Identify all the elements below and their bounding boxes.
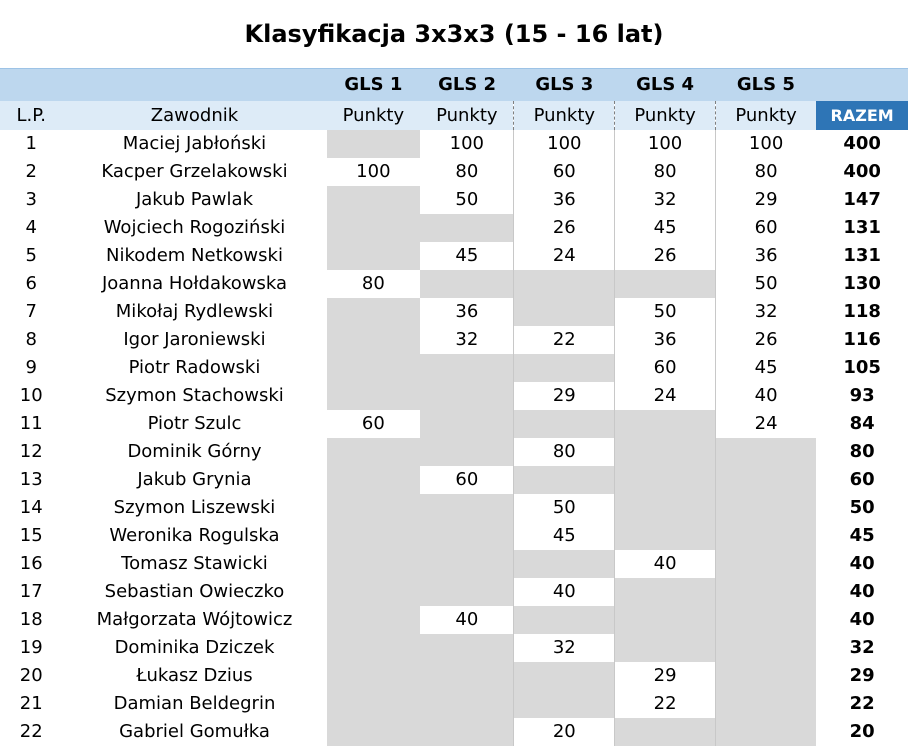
row-score-gls-5: 80 [715,158,816,186]
table-row [0,326,908,354]
row-total: 32 [849,637,875,658]
row-name: Weronika Rogulska [109,525,280,546]
row-lp: 19 [19,637,43,658]
page-title: Klasyfikacja 3x3x3 (15 - 16 lat) [244,20,664,48]
row-score-gls-5 [715,634,816,662]
row-score-gls-5: 29 [715,186,816,214]
row-total: 40 [849,553,875,574]
row-score-gls-5 [715,662,816,690]
row-score-gls-4: 36 [615,326,716,354]
row-total: 40 [849,581,875,602]
header-round-1: GLS 1 [327,69,421,102]
header-blank-lp [0,69,62,102]
row-total: 22 [849,693,875,714]
row-score-gls-3: 50 [514,494,615,522]
row-total: 147 [843,189,881,210]
row-score-gls-1 [327,662,421,690]
row-score-gls-1 [327,522,421,550]
table-row [0,466,908,494]
table-row [0,270,908,298]
row-name: Maciej Jabłoński [122,133,267,154]
row-score-gls-2 [420,550,514,578]
row-name: Szymon Stachowski [105,385,284,406]
table-row [0,578,908,606]
row-total: 118 [843,301,881,322]
header-total: RAZEM [816,101,908,130]
row-score-gls-1 [327,298,421,326]
row-score-gls-4: 32 [615,186,716,214]
row-total: 29 [849,665,875,686]
row-score-gls-4: 40 [615,550,716,578]
table-row [0,522,908,550]
row-score-gls-5 [715,690,816,718]
row-score-gls-4 [615,438,716,466]
row-score-gls-1 [327,326,421,354]
row-score-gls-1 [327,606,421,634]
row-score-gls-2 [420,354,514,382]
table-row [0,158,908,186]
row-score-gls-3: 80 [514,438,615,466]
table-row [0,298,908,326]
header-round-2: GLS 2 [420,69,514,102]
row-score-gls-3: 22 [514,326,615,354]
row-name: Igor Jaroniewski [123,329,266,350]
table-row [0,606,908,634]
row-score-gls-5: 26 [715,326,816,354]
row-score-gls-2 [420,270,514,298]
table-row [0,410,908,438]
table-row [0,242,908,270]
row-score-gls-4: 45 [615,214,716,242]
row-name: Mikołaj Rydlewski [115,301,274,322]
row-score-gls-2 [420,718,514,746]
row-score-gls-2 [420,690,514,718]
row-score-gls-3 [514,690,615,718]
row-lp: 20 [19,665,43,686]
table-row [0,130,908,158]
row-score-gls-2: 80 [455,161,479,182]
row-score-gls-3: 26 [514,214,615,242]
row-score-gls-1 [327,130,421,158]
row-total: 116 [843,329,881,350]
row-total: 40 [849,609,875,630]
row-name: Jakub Grynia [137,469,252,490]
row-name: Kacper Grzelakowski [101,161,288,182]
row-name: Damian Beldegrin [113,693,276,714]
row-score-gls-4: 80 [615,158,716,186]
row-score-gls-1: 80 [361,273,385,294]
row-total: 60 [849,469,875,490]
row-name: Tomasz Stawicki [121,553,268,574]
row-score-gls-5: 50 [715,270,816,298]
row-lp: 12 [19,441,43,462]
row-score-gls-1 [327,718,421,746]
row-score-gls-3 [514,606,615,634]
header-points-5: Punkty [715,101,816,130]
row-score-gls-2 [420,494,514,522]
row-score-gls-5: 32 [715,298,816,326]
row-score-gls-2: 36 [455,301,479,322]
row-lp: 9 [25,357,37,378]
row-total: 50 [849,497,875,518]
row-name: Piotr Radowski [128,357,261,378]
row-score-gls-5 [715,718,816,746]
row-score-gls-2 [420,522,514,550]
row-score-gls-2 [420,634,514,662]
row-total: 105 [843,357,881,378]
row-score-gls-2 [420,214,514,242]
row-total: 131 [843,245,881,266]
header-name: Zawodnik [62,101,326,130]
row-score-gls-1 [327,382,421,410]
table-row [0,494,908,522]
row-score-gls-4 [615,634,716,662]
header-blank-total [816,69,908,102]
row-total: 130 [843,273,881,294]
table-row [0,354,908,382]
row-score-gls-5: 40 [715,382,816,410]
row-score-gls-2 [420,578,514,606]
row-name: Gabriel Gomułka [119,721,270,742]
header-points-1: Punkty [327,101,421,130]
row-score-gls-3: 60 [514,158,615,186]
row-score-gls-4: 100 [615,130,716,158]
row-score-gls-1 [327,186,421,214]
table-row [0,550,908,578]
row-score-gls-5 [715,466,816,494]
row-score-gls-1 [327,214,421,242]
row-name: Dominika Dziczek [114,637,275,658]
row-score-gls-3: 20 [514,718,615,746]
row-name: Wojciech Rogoziński [103,217,286,238]
row-total: 20 [849,721,875,742]
row-score-gls-1 [327,690,421,718]
row-score-gls-2: 45 [455,245,479,266]
row-score-gls-3 [514,270,615,298]
row-score-gls-1 [327,550,421,578]
row-total: 80 [849,441,875,462]
row-score-gls-2: 60 [455,469,479,490]
row-score-gls-1 [327,438,421,466]
row-name: Nikodem Netkowski [106,245,283,266]
row-score-gls-4 [615,606,716,634]
row-score-gls-5 [715,606,816,634]
header-round-5: GLS 5 [715,69,816,102]
row-score-gls-5: 24 [715,410,816,438]
row-score-gls-1 [327,354,421,382]
row-score-gls-5: 45 [715,354,816,382]
table-row [0,690,908,718]
row-score-gls-3 [514,466,615,494]
table-row [0,186,908,214]
row-score-gls-2: 50 [455,189,479,210]
header-lp: L.P. [0,101,62,130]
row-score-gls-4: 50 [615,298,716,326]
row-score-gls-5 [715,494,816,522]
row-score-gls-5 [715,550,816,578]
row-score-gls-4: 60 [615,354,716,382]
header-points-4: Punkty [615,101,716,130]
row-lp: 10 [19,385,43,406]
row-score-gls-3: 40 [514,578,615,606]
row-name: Sebastian Owieczko [104,581,285,602]
row-lp: 21 [19,693,43,714]
row-lp: 5 [25,245,37,266]
table-row [0,662,908,690]
row-score-gls-4 [615,718,716,746]
header-row-rounds [0,69,908,102]
table-body [0,130,908,746]
header-blank-name [62,69,326,102]
header-row-columns [0,101,908,130]
table-row [0,382,908,410]
row-lp: 17 [19,581,43,602]
row-total: 400 [843,161,881,182]
header-round-3: GLS 3 [514,69,615,102]
row-score-gls-1 [327,466,421,494]
row-score-gls-3 [514,298,615,326]
table-row [0,438,908,466]
row-lp: 16 [19,553,43,574]
row-score-gls-3 [514,662,615,690]
row-total: 131 [843,217,881,238]
row-score-gls-5 [715,522,816,550]
row-score-gls-4 [615,466,716,494]
row-lp: 2 [25,161,37,182]
row-total: 84 [849,413,875,434]
row-lp: 6 [25,273,37,294]
row-score-gls-4 [615,522,716,550]
header-round-4: GLS 4 [615,69,716,102]
row-lp: 8 [25,329,37,350]
row-name: Szymon Liszewski [113,497,276,518]
row-score-gls-3: 29 [514,382,615,410]
row-score-gls-1 [327,578,421,606]
row-lp: 3 [25,189,37,210]
table-row [0,718,908,746]
row-score-gls-2 [420,662,514,690]
row-lp: 13 [19,469,43,490]
row-lp: 4 [25,217,37,238]
row-score-gls-2: 32 [455,329,479,350]
row-score-gls-3: 45 [514,522,615,550]
row-score-gls-4: 24 [615,382,716,410]
row-score-gls-5 [715,438,816,466]
row-score-gls-5: 100 [715,130,816,158]
row-score-gls-1 [327,242,421,270]
row-score-gls-5 [715,578,816,606]
header-points-3: Punkty [514,101,615,130]
row-name: Jakub Pawlak [135,189,253,210]
row-score-gls-1: 100 [356,161,391,182]
row-score-gls-4: 22 [615,690,716,718]
row-score-gls-4 [615,494,716,522]
row-name: Łukasz Dzius [136,665,253,686]
row-score-gls-3: 100 [514,130,615,158]
row-lp: 14 [19,497,43,518]
row-total: 93 [849,385,875,406]
row-name: Piotr Szulc [147,413,242,434]
row-total: 400 [843,133,881,154]
row-score-gls-3 [514,550,615,578]
table-row [0,634,908,662]
row-lp: 18 [19,609,43,630]
row-score-gls-3: 24 [514,242,615,270]
row-score-gls-2: 100 [449,133,484,154]
row-lp: 15 [19,525,43,546]
row-score-gls-1 [327,494,421,522]
row-lp: 7 [25,301,37,322]
row-score-gls-2 [420,438,514,466]
row-lp: 11 [19,413,43,434]
row-score-gls-3 [514,354,615,382]
row-lp: 22 [19,721,43,742]
row-name: Małgorzata Wójtowicz [96,609,293,630]
row-score-gls-4 [615,578,716,606]
row-score-gls-4: 29 [615,662,716,690]
classification-table [0,68,908,746]
row-score-gls-1 [327,634,421,662]
row-score-gls-4 [615,270,716,298]
row-score-gls-4 [615,410,716,438]
row-name: Joanna Hołdakowska [101,273,288,294]
row-score-gls-3: 36 [514,186,615,214]
header-points-2: Punkty [420,101,514,130]
table-row [0,214,908,242]
row-score-gls-2: 40 [455,609,479,630]
row-score-gls-5: 60 [715,214,816,242]
row-name: Dominik Górny [127,441,262,462]
row-score-gls-3 [514,410,615,438]
row-score-gls-2 [420,382,514,410]
row-score-gls-3: 32 [514,634,615,662]
row-lp: 1 [25,133,37,154]
row-score-gls-4: 26 [615,242,716,270]
row-total: 45 [849,525,875,546]
row-score-gls-2 [420,410,514,438]
row-score-gls-1: 60 [361,413,385,434]
row-score-gls-5: 36 [715,242,816,270]
